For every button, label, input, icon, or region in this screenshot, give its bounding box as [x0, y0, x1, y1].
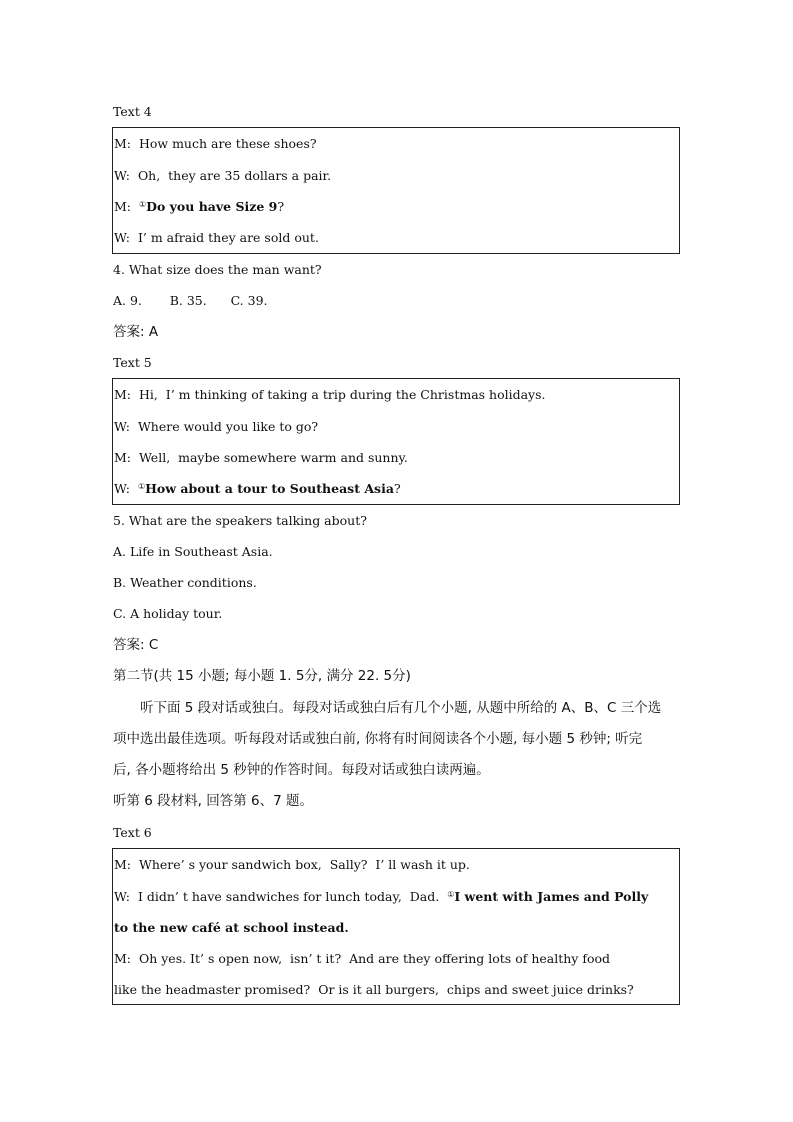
speaker: M:	[114, 951, 132, 966]
dialogue-line	[114, 136, 317, 152]
circled-marker: ①	[137, 482, 146, 491]
utterance: I’ m afraid they are sold out.	[137, 230, 319, 245]
question-4: 4. What size does the man want?	[113, 262, 322, 277]
text4-heading: Text 4	[113, 104, 152, 119]
question-5-option-c: C. A holiday tour.	[113, 606, 223, 621]
section-title: 第二节(共 15 小题; 每小题 1. 5分, 满分 22. 5分)	[113, 668, 411, 684]
dialogue-line	[114, 951, 610, 967]
dialogue-line	[114, 857, 470, 873]
speaker: M:	[114, 387, 132, 402]
utterance: Oh yes. It’ s open now, isn’ t it? And are they offering lots of healthy food	[138, 951, 611, 966]
utterance: Hi, I’ m thinking of taking a trip during the Christmas holidays.	[138, 387, 546, 402]
text6-dialogue-box	[112, 848, 680, 1005]
question-5: 5. What are the speakers talking about?	[113, 513, 367, 528]
text4-dialogue-box	[112, 127, 680, 254]
speaker: W:	[114, 481, 130, 496]
dialogue-line	[114, 230, 319, 246]
dialogue-line	[114, 168, 331, 184]
section-instruction: 听第 6 段材料, 回答第 6、7 题。	[113, 793, 314, 809]
dialogue-line	[114, 387, 546, 403]
text6-heading: Text 6	[113, 825, 152, 840]
dialogue-line-continued	[114, 982, 634, 998]
section-paragraph-line: 后, 各小题将给出 5 秒钟的作答时间。每段对话或独白读两遍。	[113, 762, 490, 778]
key-sentence: I went with James and Polly	[454, 889, 649, 904]
question-5-option-a: A. Life in Southeast Asia.	[113, 544, 273, 559]
key-sentence: How about a tour to Southeast Asia	[145, 481, 394, 496]
utterance: Where would you like to go?	[137, 419, 319, 434]
answer-4: 答案: A	[113, 324, 159, 340]
circled-marker: ①	[447, 890, 455, 899]
utterance: like the headmaster promised? Or is it all burgers, chips and sweet juice drinks?	[114, 982, 634, 997]
dialogue-line	[114, 889, 648, 905]
question-4-options: A. 9. B. 35. C. 39.	[113, 293, 268, 308]
text5-heading: Text 5	[113, 355, 152, 370]
utterance: Oh, they are 35 dollars a pair.	[137, 168, 332, 183]
dialogue-line-continued	[114, 920, 349, 936]
utterance: How much are these shoes?	[138, 136, 317, 151]
speaker: M:	[114, 136, 132, 151]
utterance: Where’ s your sandwich box, Sally? I’ ll wash it up.	[138, 857, 470, 872]
speaker: W:	[114, 168, 130, 183]
key-sentence: to the new café at school instead.	[114, 920, 349, 935]
utterance: I didn’ t have sandwiches for lunch today, Dad.	[137, 889, 448, 904]
speaker: W:	[114, 230, 130, 245]
speaker: W:	[114, 419, 130, 434]
dialogue-line	[114, 419, 318, 435]
text5-dialogue-box	[112, 378, 680, 505]
speaker: M:	[114, 857, 132, 872]
speaker: M:	[114, 199, 132, 214]
section-paragraph-line: 项中选出最佳选项。听每段对话或独白前, 你将有时间阅读各个小题, 每小题 5 秒钟; 听完	[113, 731, 643, 747]
speaker: W:	[114, 889, 130, 904]
dialogue-line	[114, 199, 284, 215]
answer-5: 答案: C	[113, 637, 159, 653]
punctuation: ?	[277, 199, 285, 214]
utterance: Well, maybe somewhere warm and sunny.	[138, 450, 408, 465]
punctuation: ?	[393, 481, 401, 496]
question-5-option-b: B. Weather conditions.	[113, 575, 257, 590]
speaker: M:	[114, 450, 132, 465]
key-sentence: Do you have Size 9	[146, 199, 278, 214]
section-paragraph-line: 听下面 5 段对话或独白。每段对话或独白后有几个小题, 从题中所给的 A、B、C 三个选	[140, 700, 662, 716]
dialogue-line	[114, 450, 408, 466]
dialogue-line	[114, 481, 401, 497]
circled-marker: ①	[138, 200, 147, 209]
